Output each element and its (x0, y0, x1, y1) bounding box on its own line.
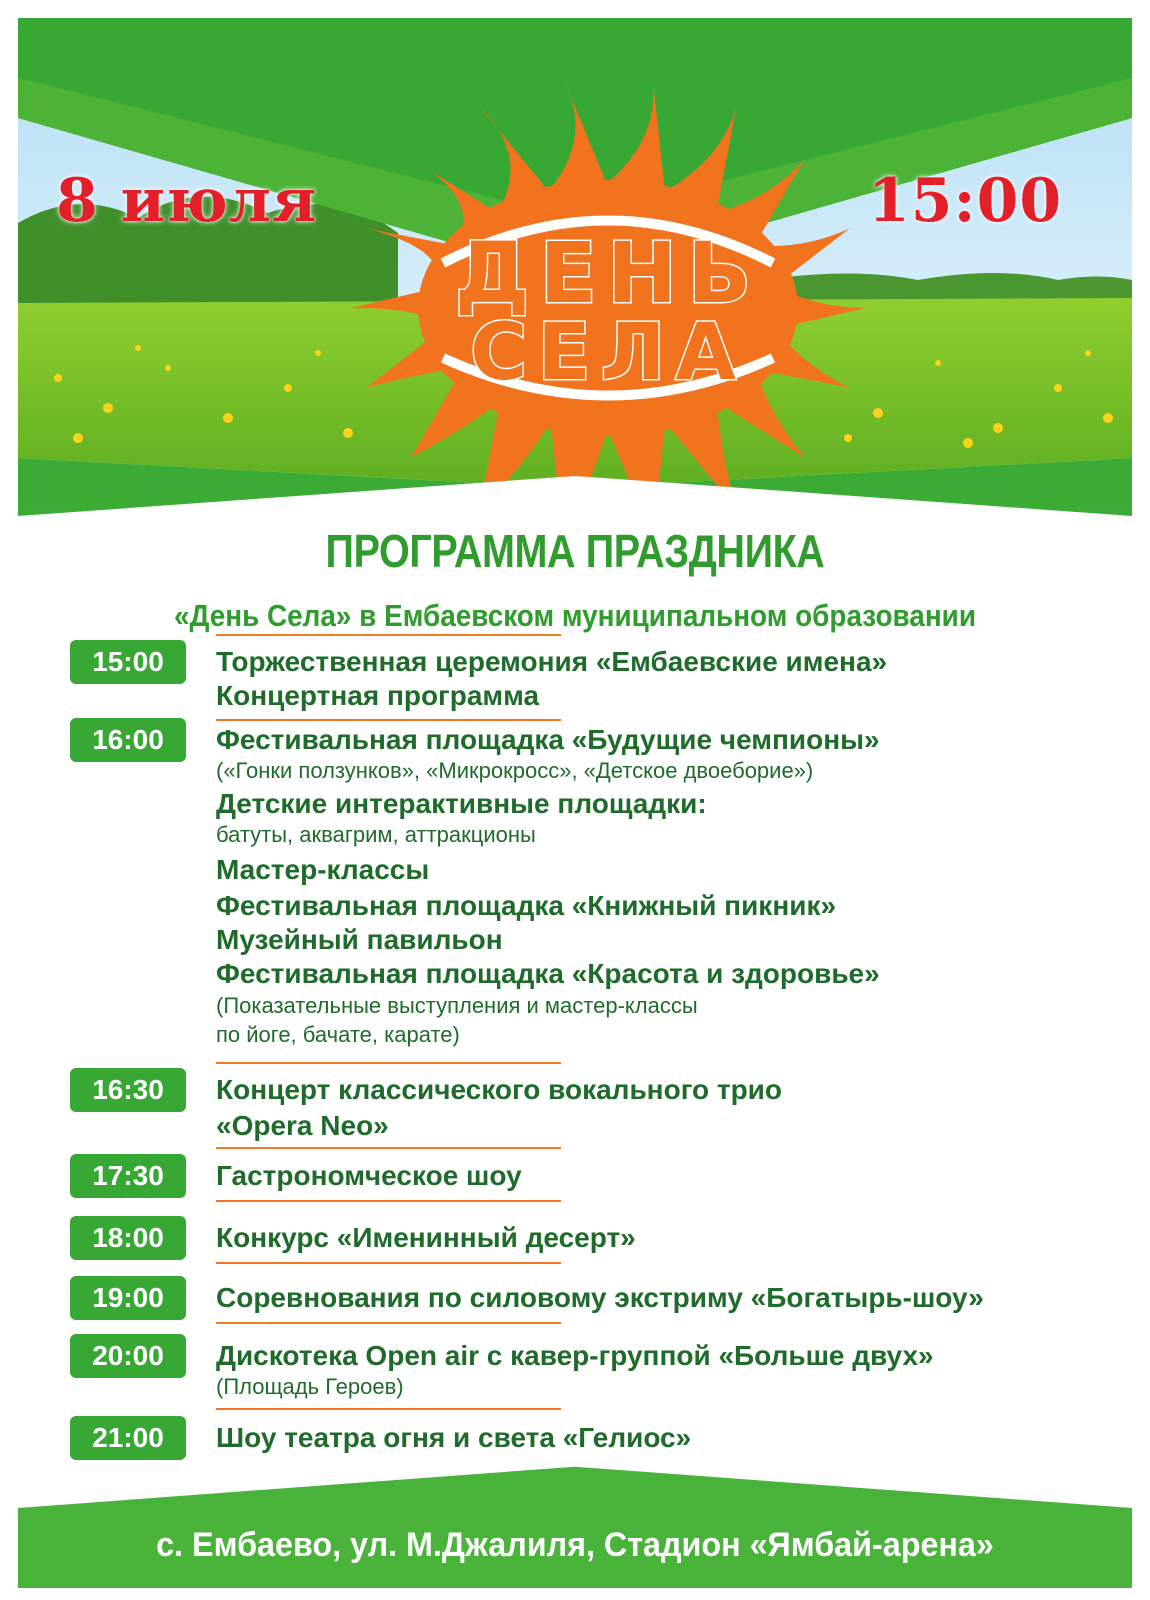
program-subtitle: «День Села» в Ембаевском муниципальном образовании (174, 598, 976, 633)
schedule-item: Гастрономческое шоу (216, 1160, 522, 1191)
divider-line (216, 1200, 561, 1202)
schedule-item: Фестивальная площадка «Красота и здоровье» (216, 958, 880, 989)
schedule-item: Мастер-классы (216, 854, 430, 885)
event-time: 15:00 (868, 166, 1063, 236)
schedule-note: (Показательные выступления и мастер-классы (216, 993, 698, 1018)
green-frame (18, 18, 1132, 1588)
program-title: ПРОГРАММА ПРАЗДНИКА (325, 525, 825, 577)
divider-line (216, 1147, 561, 1149)
schedule-item: Конкурс «Именинный десерт» (216, 1222, 636, 1253)
header-banner (18, 18, 1132, 538)
event-date: 8 июля (56, 166, 318, 236)
divider-line (216, 634, 561, 636)
schedule-item: «Opera Neo» (216, 1110, 389, 1141)
time-badge: 19:00 (70, 1276, 186, 1320)
logo-title-day: ДЕНЬ (454, 224, 762, 322)
schedule-item: Детские интерактивные площадки: (216, 788, 707, 819)
schedule-note: («Гонки ползунков», «Микрокросс», «Детское двоеборие») (216, 758, 814, 783)
logo-title-village: СЕЛА (470, 308, 746, 398)
time-badge: 16:30 (70, 1068, 186, 1112)
schedule-item: Шоу театра огня и света «Гелиос» (216, 1422, 692, 1453)
time-badge: 15:00 (70, 640, 186, 684)
schedule-item: Музейный павильон (216, 924, 503, 955)
schedule-note: по йоге, бачате, карате) (216, 1022, 460, 1047)
divider-line (216, 719, 561, 721)
time-badge: 21:00 (70, 1416, 186, 1460)
footer-address: с. Ембаево, ул. М.Джалиля, Стадион «Ямбай-арена» (156, 1526, 994, 1564)
schedule-item: Дискотека Open air с кавер-группой «Больше двух» (216, 1340, 934, 1371)
schedule-item: Торжественная церемония «Ембаевские имена» (216, 646, 888, 677)
schedule-note: батуты, аквагрим, аттракционы (216, 822, 536, 847)
time-badge: 16:00 (70, 718, 186, 762)
time-badge: 20:00 (70, 1334, 186, 1378)
time-badge: 18:00 (70, 1216, 186, 1260)
schedule-item: Концерт классического вокального трио (216, 1074, 783, 1105)
time-badge: 17:30 (70, 1154, 186, 1198)
schedule-item: Соревнования по силовому экстриму «Богатырь-шоу» (216, 1282, 984, 1313)
divider-line (216, 1322, 561, 1324)
schedule-item: Концертная программа (216, 680, 540, 711)
divider-line (216, 1062, 561, 1064)
schedule-note: (Площадь Героев) (216, 1374, 404, 1399)
divider-line (216, 1408, 561, 1410)
schedule-item: Фестивальная площадка «Книжный пикник» (216, 890, 837, 921)
schedule-item: Фестивальная площадка «Будущие чемпионы» (216, 724, 880, 755)
divider-line (216, 1262, 561, 1264)
